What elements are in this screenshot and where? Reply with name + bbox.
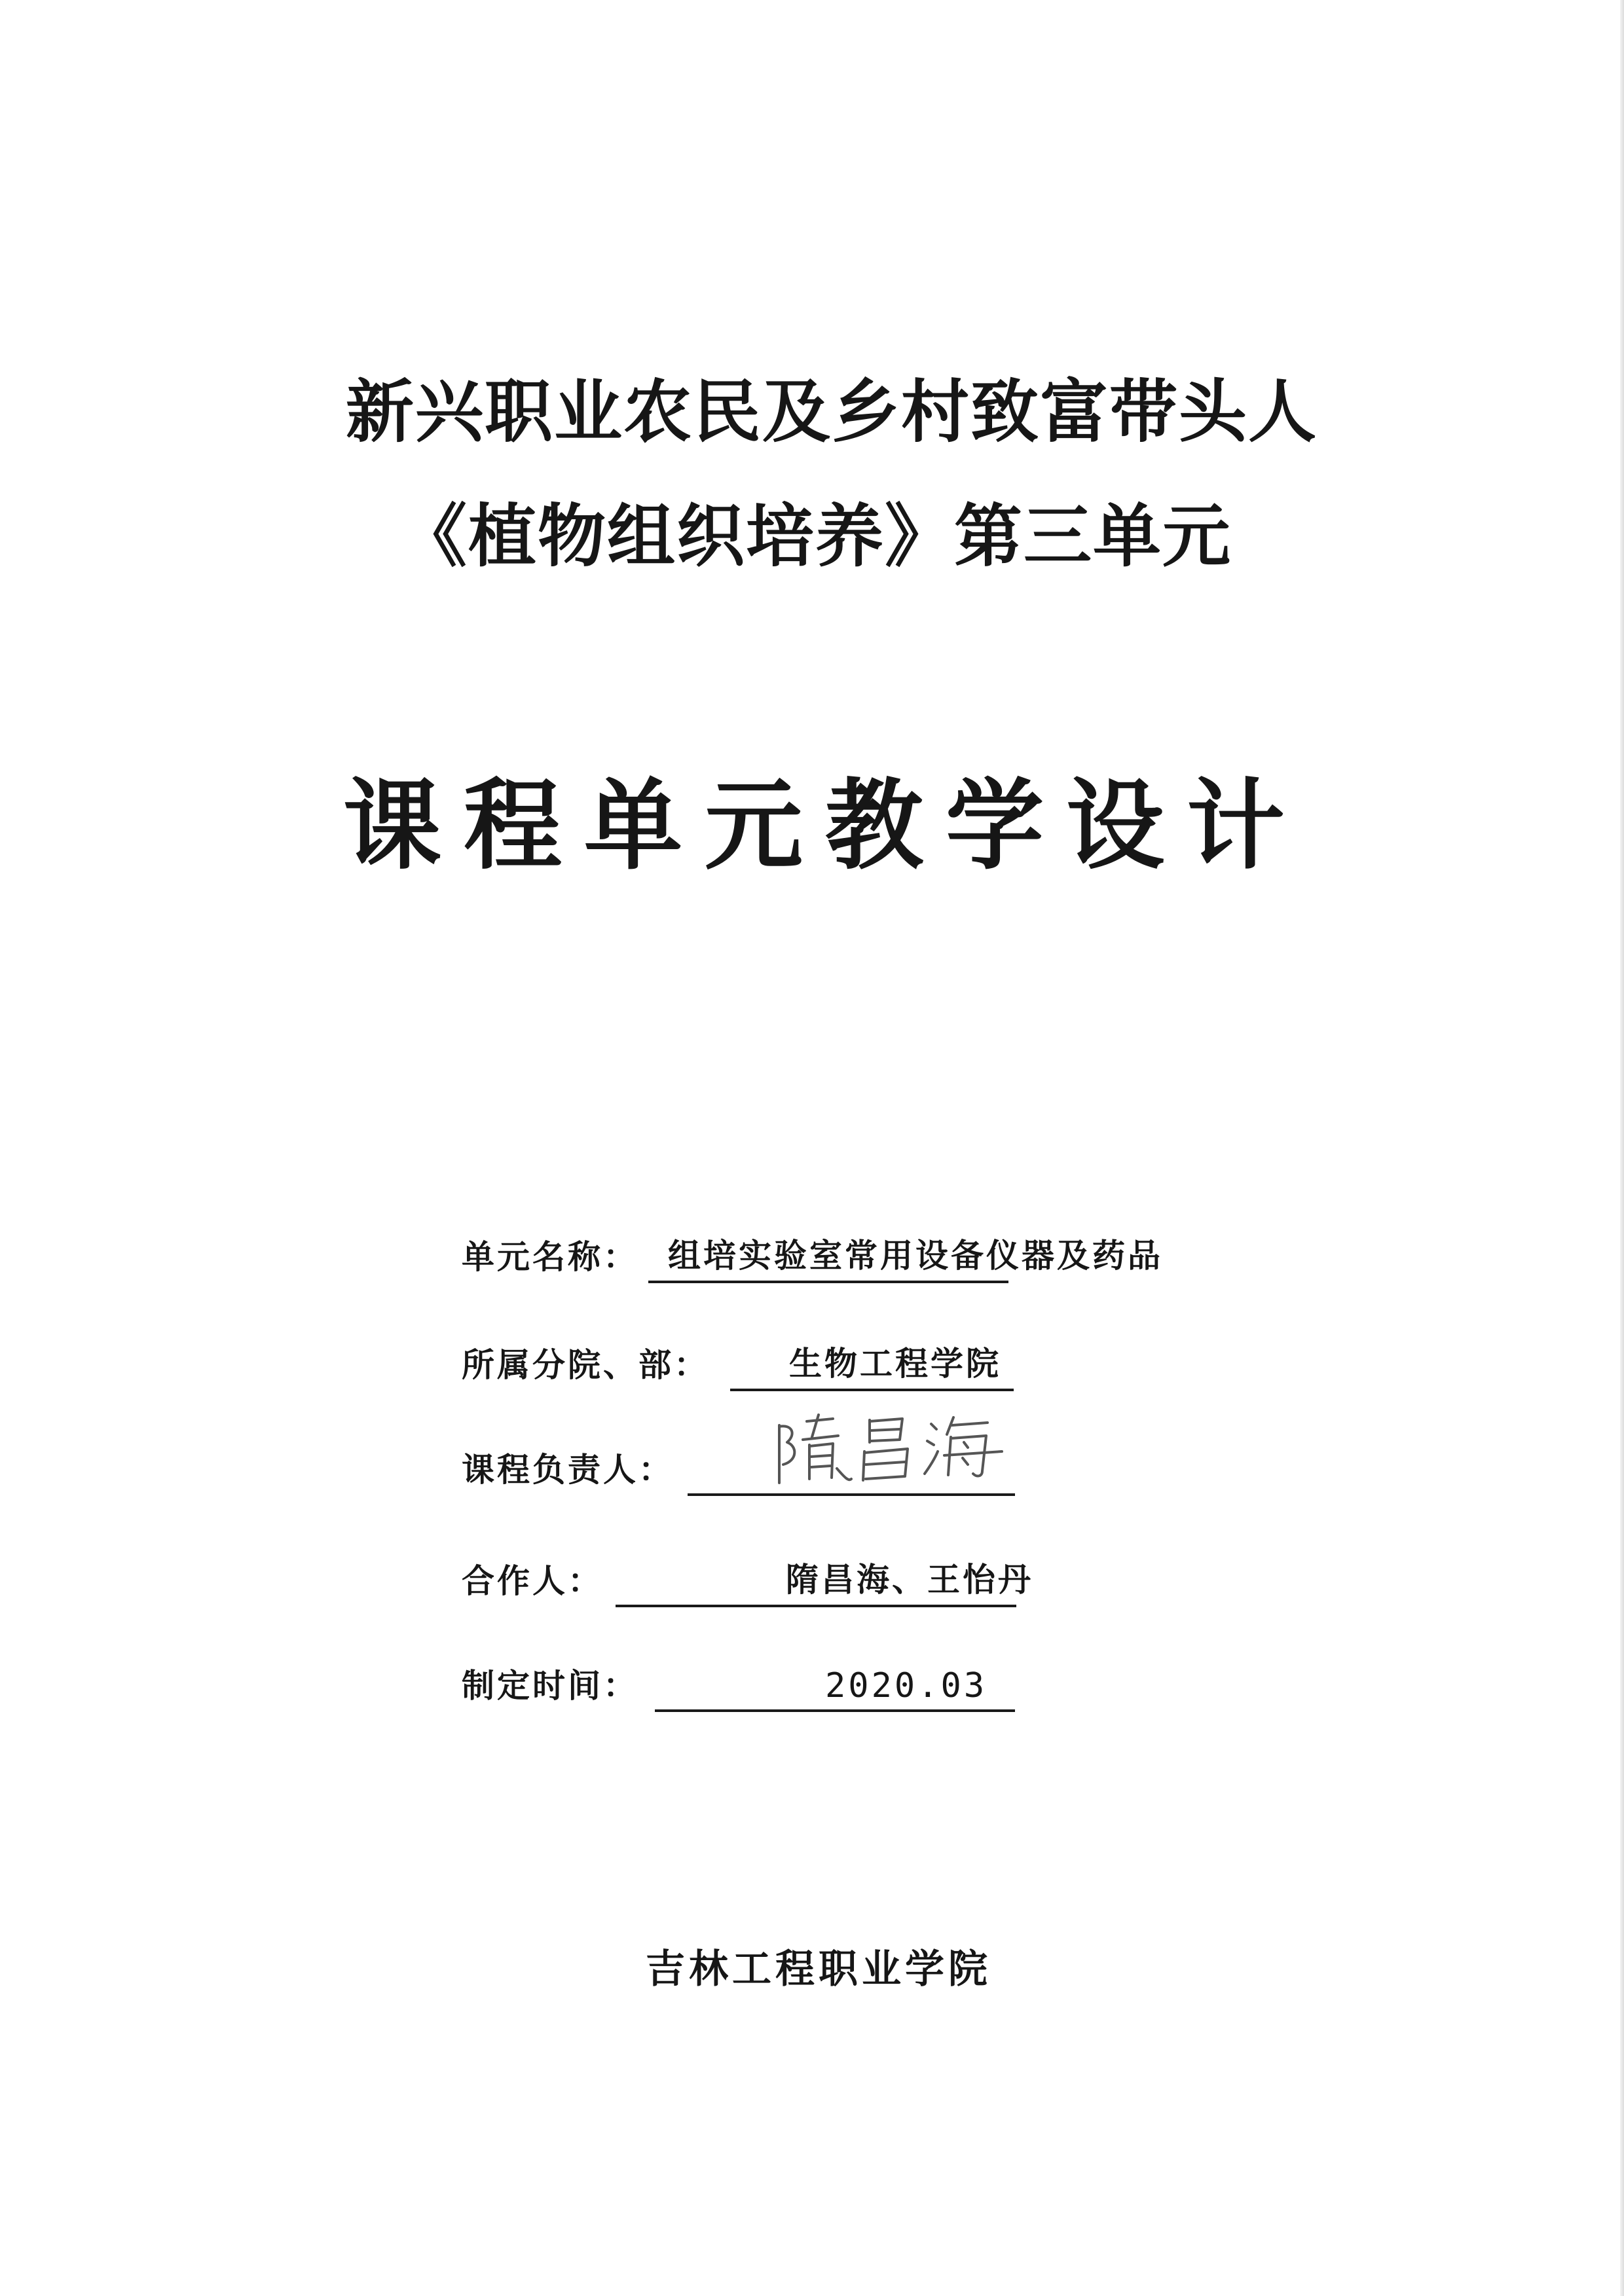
title-line-2: 《植物组织培养》第三单元	[398, 496, 1232, 576]
date-value: 2020.03	[825, 1666, 987, 1705]
date-underline	[655, 1709, 1015, 1712]
field-unit-name	[462, 1224, 1215, 1283]
field-date	[462, 1653, 1215, 1712]
main-title: 课程单元教学设计	[342, 768, 1307, 883]
unit-name-label: 单元名称：	[462, 1238, 638, 1276]
institution-name: 吉林工程职业学院	[646, 1946, 991, 1992]
collaborators-value: 隋昌海、王怡丹	[786, 1561, 1033, 1599]
department-label: 所属分院、部：	[462, 1346, 709, 1384]
field-collaborators	[462, 1548, 1215, 1607]
department-underline	[730, 1389, 1014, 1391]
date-label: 制定时间：	[462, 1667, 638, 1705]
collaborators-underline	[616, 1605, 1016, 1607]
course-lead-label: 课程负责人：	[462, 1451, 674, 1489]
course-lead-underline	[688, 1493, 1015, 1496]
title-line-1: 新兴职业农民及乡村致富带头人	[345, 372, 1318, 452]
unit-name-underline	[648, 1281, 1008, 1283]
collaborators-label: 合作人：	[462, 1562, 603, 1600]
field-department	[462, 1332, 1215, 1391]
field-course-lead	[462, 1437, 1215, 1496]
department-value: 生物工程学院	[789, 1345, 1001, 1383]
unit-name-value: 组培实验室常用设备仪器及药品	[668, 1237, 1163, 1275]
handwritten-signature	[760, 1406, 1022, 1491]
